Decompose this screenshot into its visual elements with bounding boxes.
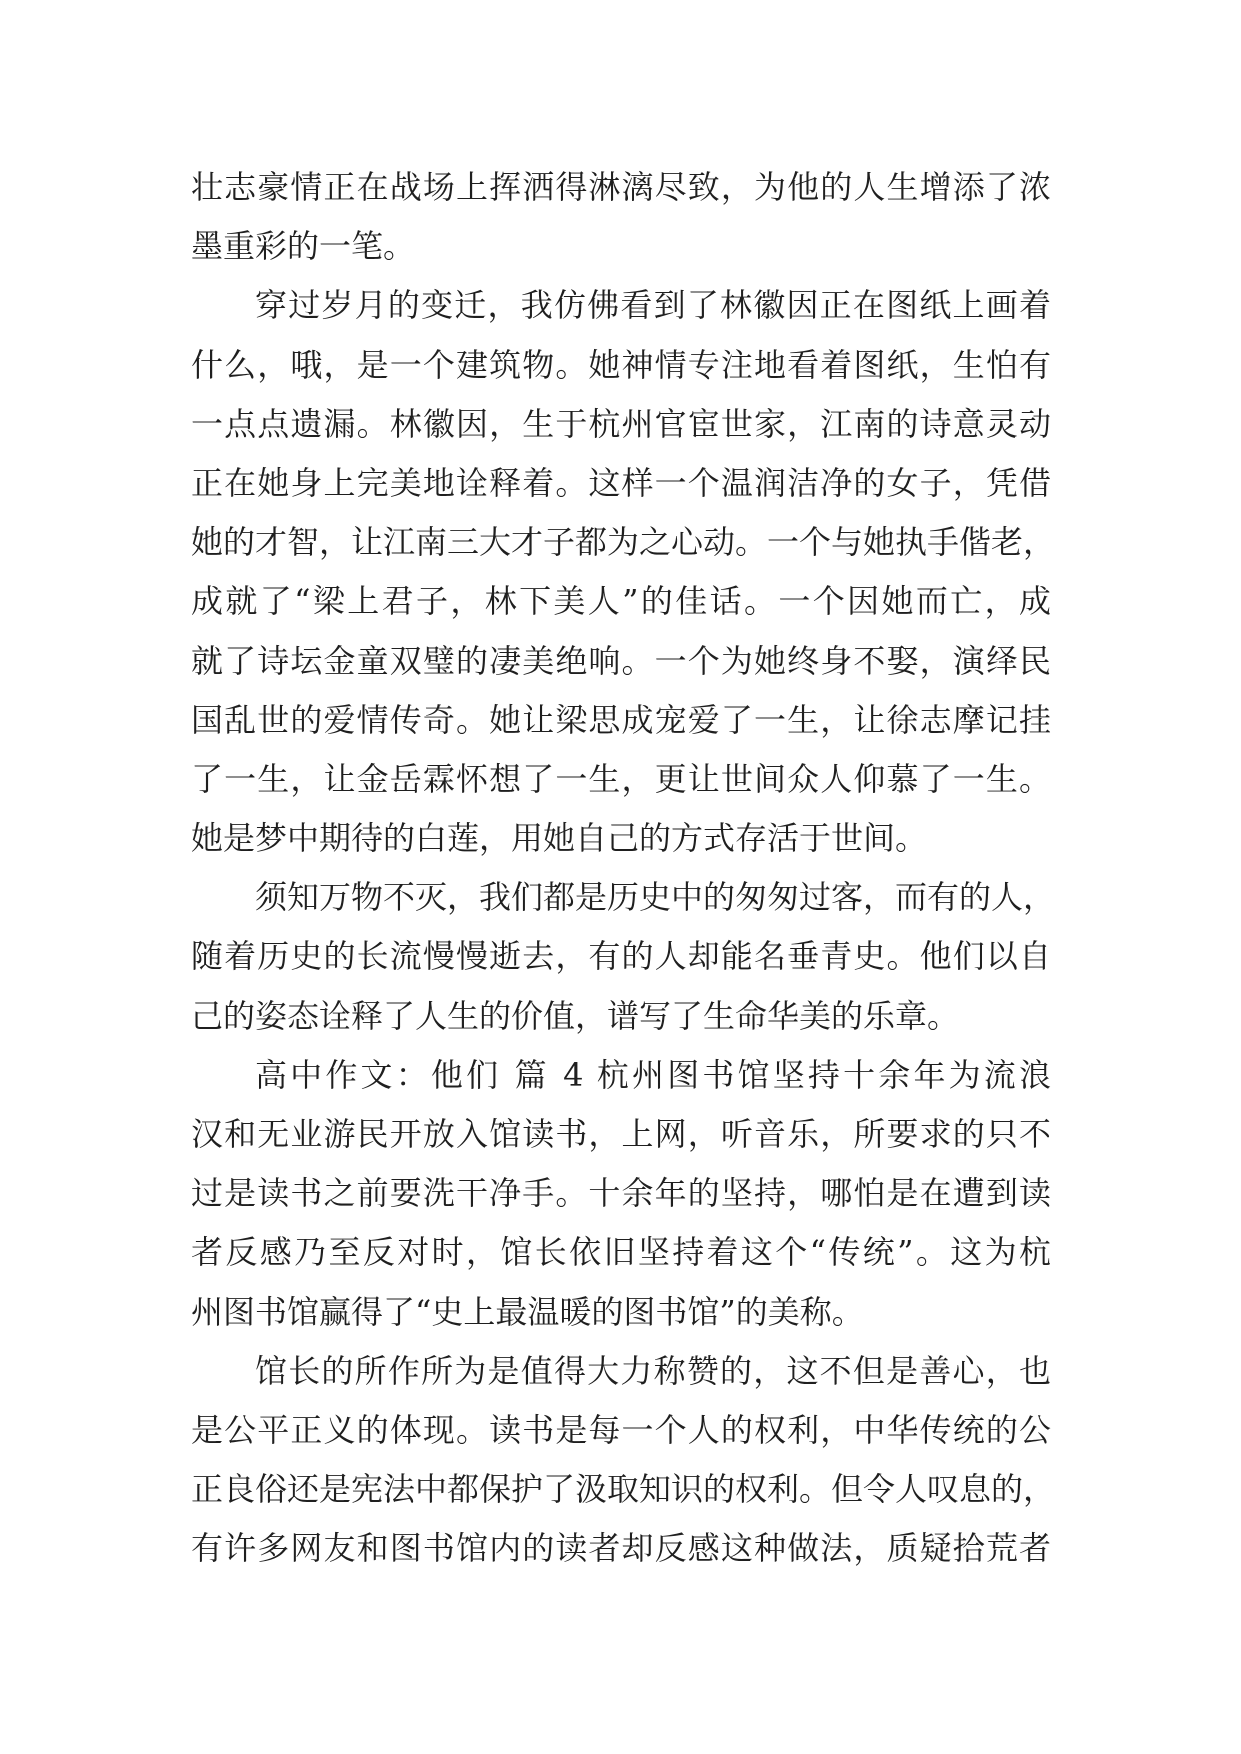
text-line: 成就了“梁上君子，林下美人”的佳话。一个因她而亡，成 — [191, 582, 1051, 621]
text-line: 须知万物不灭，我们都是历史中的匆匆过客，而有的人， — [255, 878, 1056, 917]
text-line: 馆长的所作所为是值得大力称赞的，这不但是善心，也 — [255, 1351, 1051, 1390]
text-line: 墨重彩的一笔。 — [191, 227, 416, 266]
text-line: 是公平正义的体现。读书是每一个人的权利，中华传统的公 — [191, 1410, 1051, 1449]
text-line: 国乱世的爱情传奇。她让梁思成宠爱了一生，让徐志摩记挂 — [191, 700, 1051, 739]
text-line: 什么，哦，是一个建筑物。她神情专注地看着图纸，生怕有 — [191, 345, 1051, 384]
text-line: 她是梦中期待的白莲，用她自己的方式存活于世间。 — [191, 819, 928, 858]
text-line: 己的姿态诠释了人生的价值，谱写了生命华美的乐章。 — [191, 996, 960, 1035]
text-line: 汉和无业游民开放入馆读书，上网，听音乐，所要求的只不 — [191, 1115, 1051, 1153]
text-line: 者反感乃至反对时，馆长依旧坚持着这个“传统”。这为杭 — [191, 1233, 1051, 1272]
text-line: 穿过岁月的变迁，我仿佛看到了林徽因正在图纸上画着 — [255, 286, 1051, 325]
text-line: 州图书馆赢得了“史上最温暖的图书馆”的美称。 — [191, 1292, 864, 1331]
text-line: 了一生，让金岳霖怀想了一生，更让世间众人仰慕了一生。 — [191, 759, 1051, 798]
text-line: 正在她身上完美地诠释着。这样一个温润洁净的女子，凭借 — [191, 463, 1051, 502]
text-line: 她的才智，让江南三大才子都为之心动。一个与她执手偕老， — [191, 523, 1056, 562]
body-text — [191, 158, 1056, 1579]
text-line: 壮志豪情正在战场上挥洒得淋漓尽致，为他的人生增添了浓 — [191, 168, 1051, 206]
text-line: 高中作文：他们 篇 4 杭州图书馆坚持十余年为流浪 — [255, 1055, 1051, 1094]
text-line: 随着历史的长流慢慢逝去，有的人却能名垂青史。他们以自 — [191, 937, 1051, 976]
text-line: 正良俗还是宪法中都保护了汲取知识的权利。但令人叹息的， — [191, 1470, 1056, 1509]
text-line: 一点点遗漏。林徽因，生于杭州官宦世家，江南的诗意灵动 — [191, 404, 1051, 443]
text-line: 就了诗坛金童双璧的凄美绝响。一个为她终身不娶，演绎民 — [191, 641, 1051, 680]
text-line: 过是读书之前要洗干净手。十余年的坚持，哪怕是在遭到读 — [191, 1174, 1051, 1213]
text-line: 有许多网友和图书馆内的读者却反感这种做法，质疑拾荒者 — [191, 1529, 1051, 1568]
